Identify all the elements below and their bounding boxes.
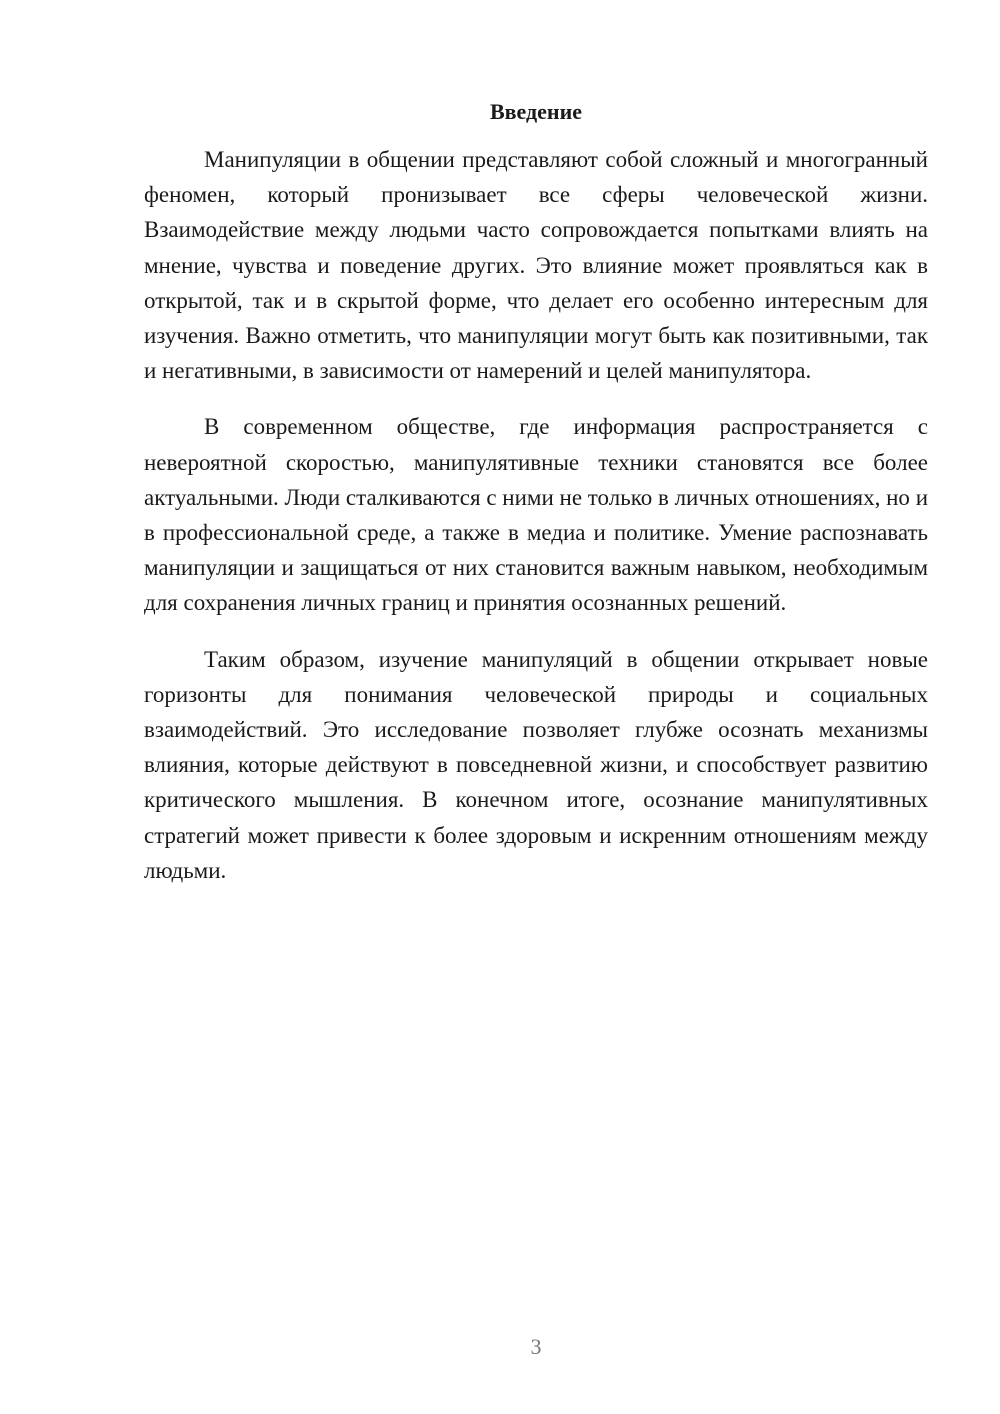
body-text [144,142,928,909]
page-number: 3 [530,1334,542,1359]
paragraph-3: Таким образом, изучение манипуляций в общении открывает новые горизонты для понимания человеческой природы и социальных взаимодействий. Это исследование позволяет глубже осознать механизмы влияния, которые действуют в повседневной жизни, и способствует развитию критического мышления. В конечном итоге, осознание манипулятивных стратегий может привести к более здоровым и искренним отношениям между людьми. [144,646,928,883]
paragraph-1: Манипуляции в общении представляют собой сложный и многогранный феномен, который пронизывает все сферы человеческой жизни. Взаимодействие между людьми часто сопровождается попытками влиять на мнение, чувства и поведение других. Это влияние может проявляться как в открытой, так и в скрытой форме, что делает его особенно интересным для изучения. Важно отметить, что манипуляции могут быть как позитивными, так и негативными, в зависимости от намерений и целей манипулятора. [144,147,928,384]
section-title: Введение [489,99,583,124]
paragraph-2: В современном обществе, где информация распространяется с невероятной скоростью, манипулятивные техники становятся все более актуальными. Люди сталкиваются с ними не только в личных отношениях, но и в профессиональной среде, а также в медиа и политике. Умение распознавать манипуляции и защищаться от них становится важным навыком, необходимым для сохранения личных границ и принятия осознанных решений. [144,414,928,616]
